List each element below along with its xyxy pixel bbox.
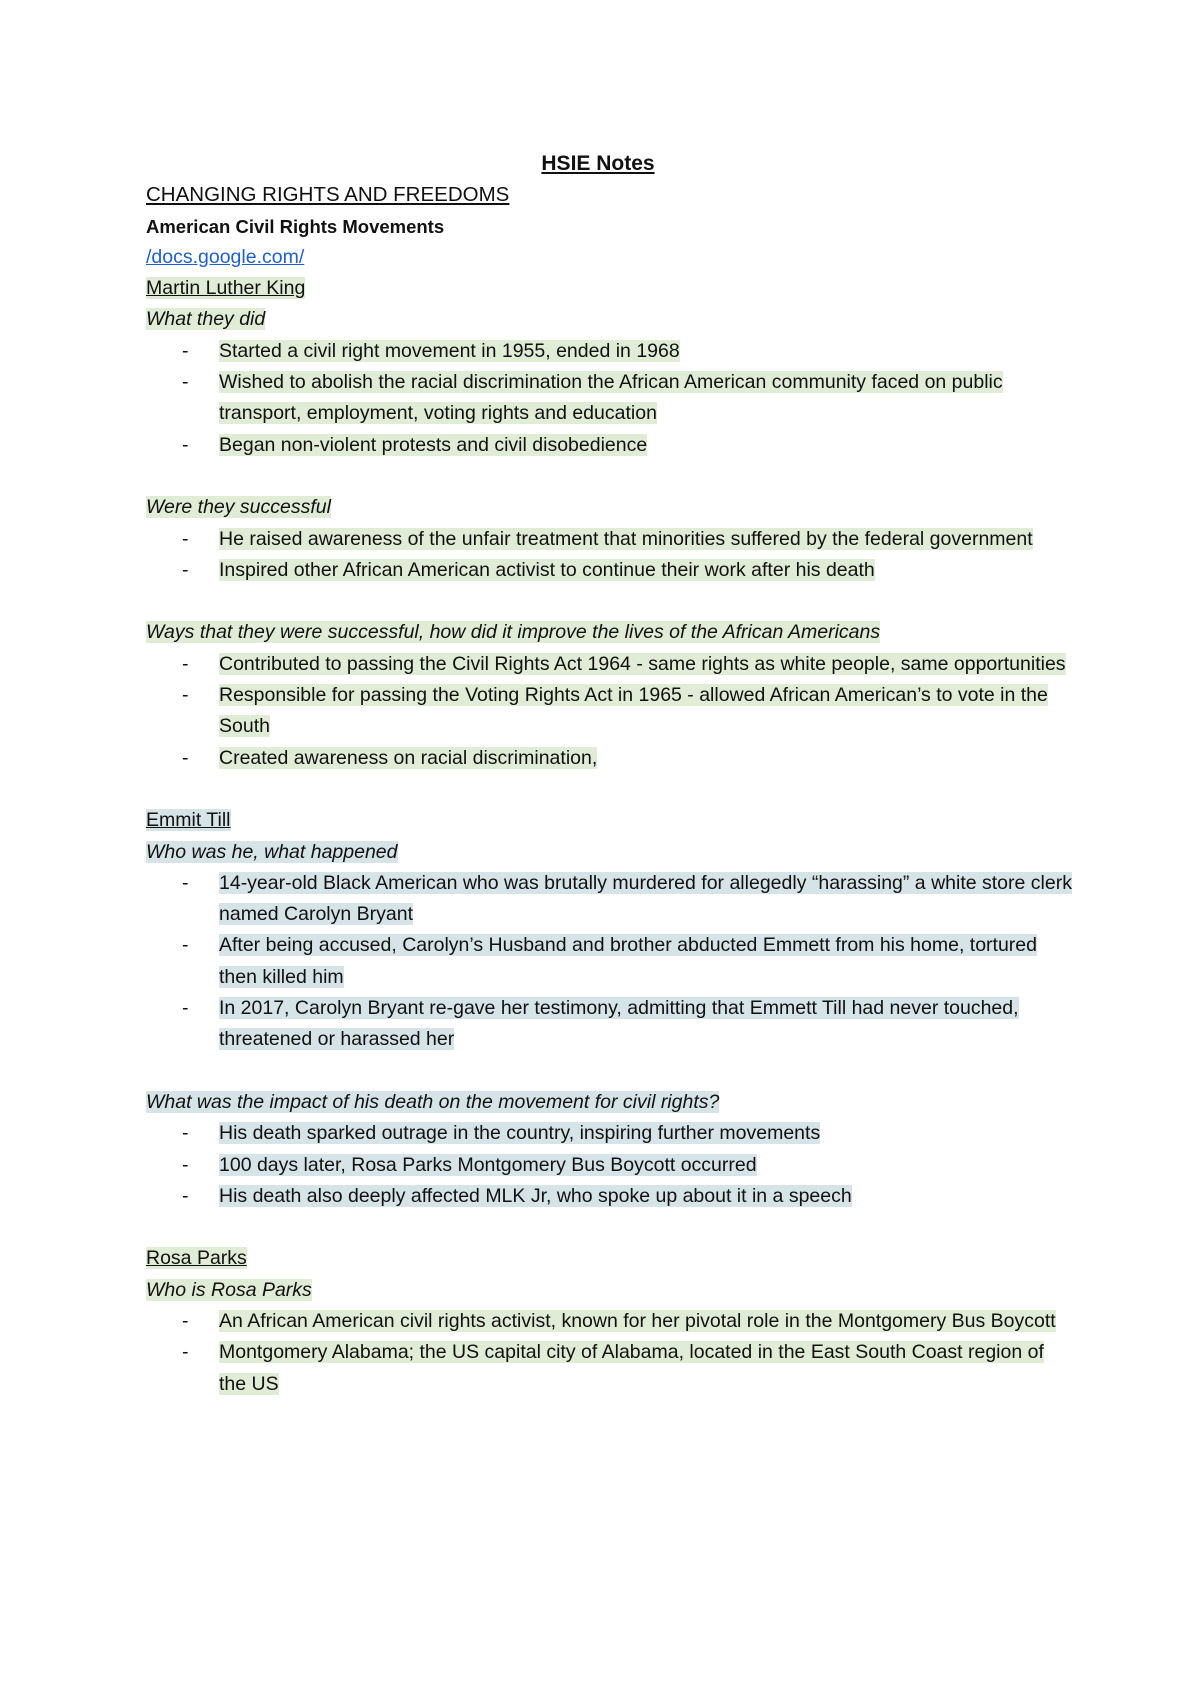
- bullet-dash: -: [182, 934, 189, 957]
- bullet-dash: -: [182, 1184, 189, 1207]
- bullet-dash: -: [182, 746, 189, 769]
- document-title: HSIE Notes: [541, 152, 655, 175]
- question-impact-of-death: What was the impact of his death on the movement for civil rights?: [146, 1090, 720, 1113]
- reference-link[interactable]: /docs.google.com/: [146, 245, 305, 268]
- bullet-dash: -: [182, 339, 189, 362]
- question-were-they-successful: Were they successful: [146, 496, 331, 519]
- spacer: [146, 586, 1076, 617]
- list-ways-successful: [146, 649, 1076, 774]
- list-item: - His death also deeply affected MLK Jr, who spoke up about it in a speech: [146, 1181, 1076, 1212]
- bullet-dash: -: [182, 1341, 189, 1364]
- question-ways-successful: Ways that they were successful, how did it improve the lives of the African Americans: [146, 621, 881, 644]
- bullet-dash: -: [182, 1122, 189, 1145]
- list-item: - His death sparked outrage in the country, inspiring further movements: [146, 1118, 1076, 1149]
- list-item: - In 2017, Carolyn Bryant re-gave her testimony, admitting that Emmett Till had never touched, threatened or harassed her: [146, 993, 1076, 1056]
- list-item: - Created awareness on racial discrimination,: [146, 743, 1076, 774]
- list-item: - He raised awareness of the unfair treatment that minorities suffered by the federal government: [146, 524, 1076, 555]
- bullet-dash: -: [182, 558, 189, 581]
- list-item: - Started a civil right movement in 1955, ended in 1968: [146, 336, 1076, 367]
- list-item: - Inspired other African American activist to continue their work after his death: [146, 555, 1076, 586]
- question-who-is-rosa-parks: Who is Rosa Parks: [146, 1278, 312, 1301]
- list-were-they-successful: [146, 524, 1076, 587]
- question-who-was-he: Who was he, what happened: [146, 840, 398, 863]
- list-item: - Wished to abolish the racial discrimination the African American community faced on public transport, employment, voting rights and education: [146, 367, 1076, 430]
- spacer: [146, 461, 1076, 492]
- list-item: - Contributed to passing the Civil Rights Act 1964 - same rights as white people, same opportunities: [146, 649, 1076, 680]
- bullet-dash: -: [182, 371, 189, 394]
- list-item: - An African American civil rights activist, known for her pivotal role in the Montgomery Bus Boycott: [146, 1306, 1076, 1337]
- spacer: [146, 774, 1076, 805]
- list-item: - Montgomery Alabama; the US capital city of Alabama, located in the East South Coast region of the US: [146, 1337, 1076, 1400]
- bullet-dash: -: [182, 871, 189, 894]
- document-body: [146, 148, 1076, 1400]
- list-item: - Responsible for passing the Voting Rights Act in 1965 - allowed African American’s to vote in the South: [146, 680, 1076, 743]
- bullet-dash: -: [182, 1153, 189, 1176]
- bullet-dash: -: [182, 1309, 189, 1332]
- list-impact-of-death: [146, 1118, 1076, 1212]
- topic-heading-parks: Rosa Parks: [146, 1247, 247, 1270]
- list-what-they-did: [146, 336, 1076, 461]
- list-item: - 100 days later, Rosa Parks Montgomery Bus Boycott occurred: [146, 1150, 1076, 1181]
- bullet-dash: -: [182, 997, 189, 1020]
- spacer: [146, 1212, 1076, 1243]
- list-item: - Began non-violent protests and civil disobedience: [146, 430, 1076, 461]
- list-who-is-rosa-parks: [146, 1306, 1076, 1400]
- list-item: - After being accused, Carolyn’s Husband and brother abducted Emmett from his home, tortured then killed him: [146, 930, 1076, 993]
- question-what-they-did: What they did: [146, 308, 266, 331]
- bullet-dash: -: [182, 433, 189, 456]
- topic-heading-till: Emmit Till: [146, 809, 231, 832]
- subject-heading: American Civil Rights Movements: [146, 215, 445, 237]
- bullet-dash: -: [182, 527, 189, 550]
- spacer: [146, 1056, 1076, 1087]
- bullet-dash: -: [182, 652, 189, 675]
- section-heading: CHANGING RIGHTS AND FREEDOMS: [146, 183, 510, 207]
- list-item: - 14-year-old Black American who was brutally murdered for allegedly “harassing” a white store clerk named Carolyn Bryant: [146, 868, 1076, 931]
- bullet-dash: -: [182, 684, 189, 707]
- list-who-was-he: [146, 868, 1076, 1056]
- topic-heading-mlk: Martin Luther King: [146, 277, 306, 300]
